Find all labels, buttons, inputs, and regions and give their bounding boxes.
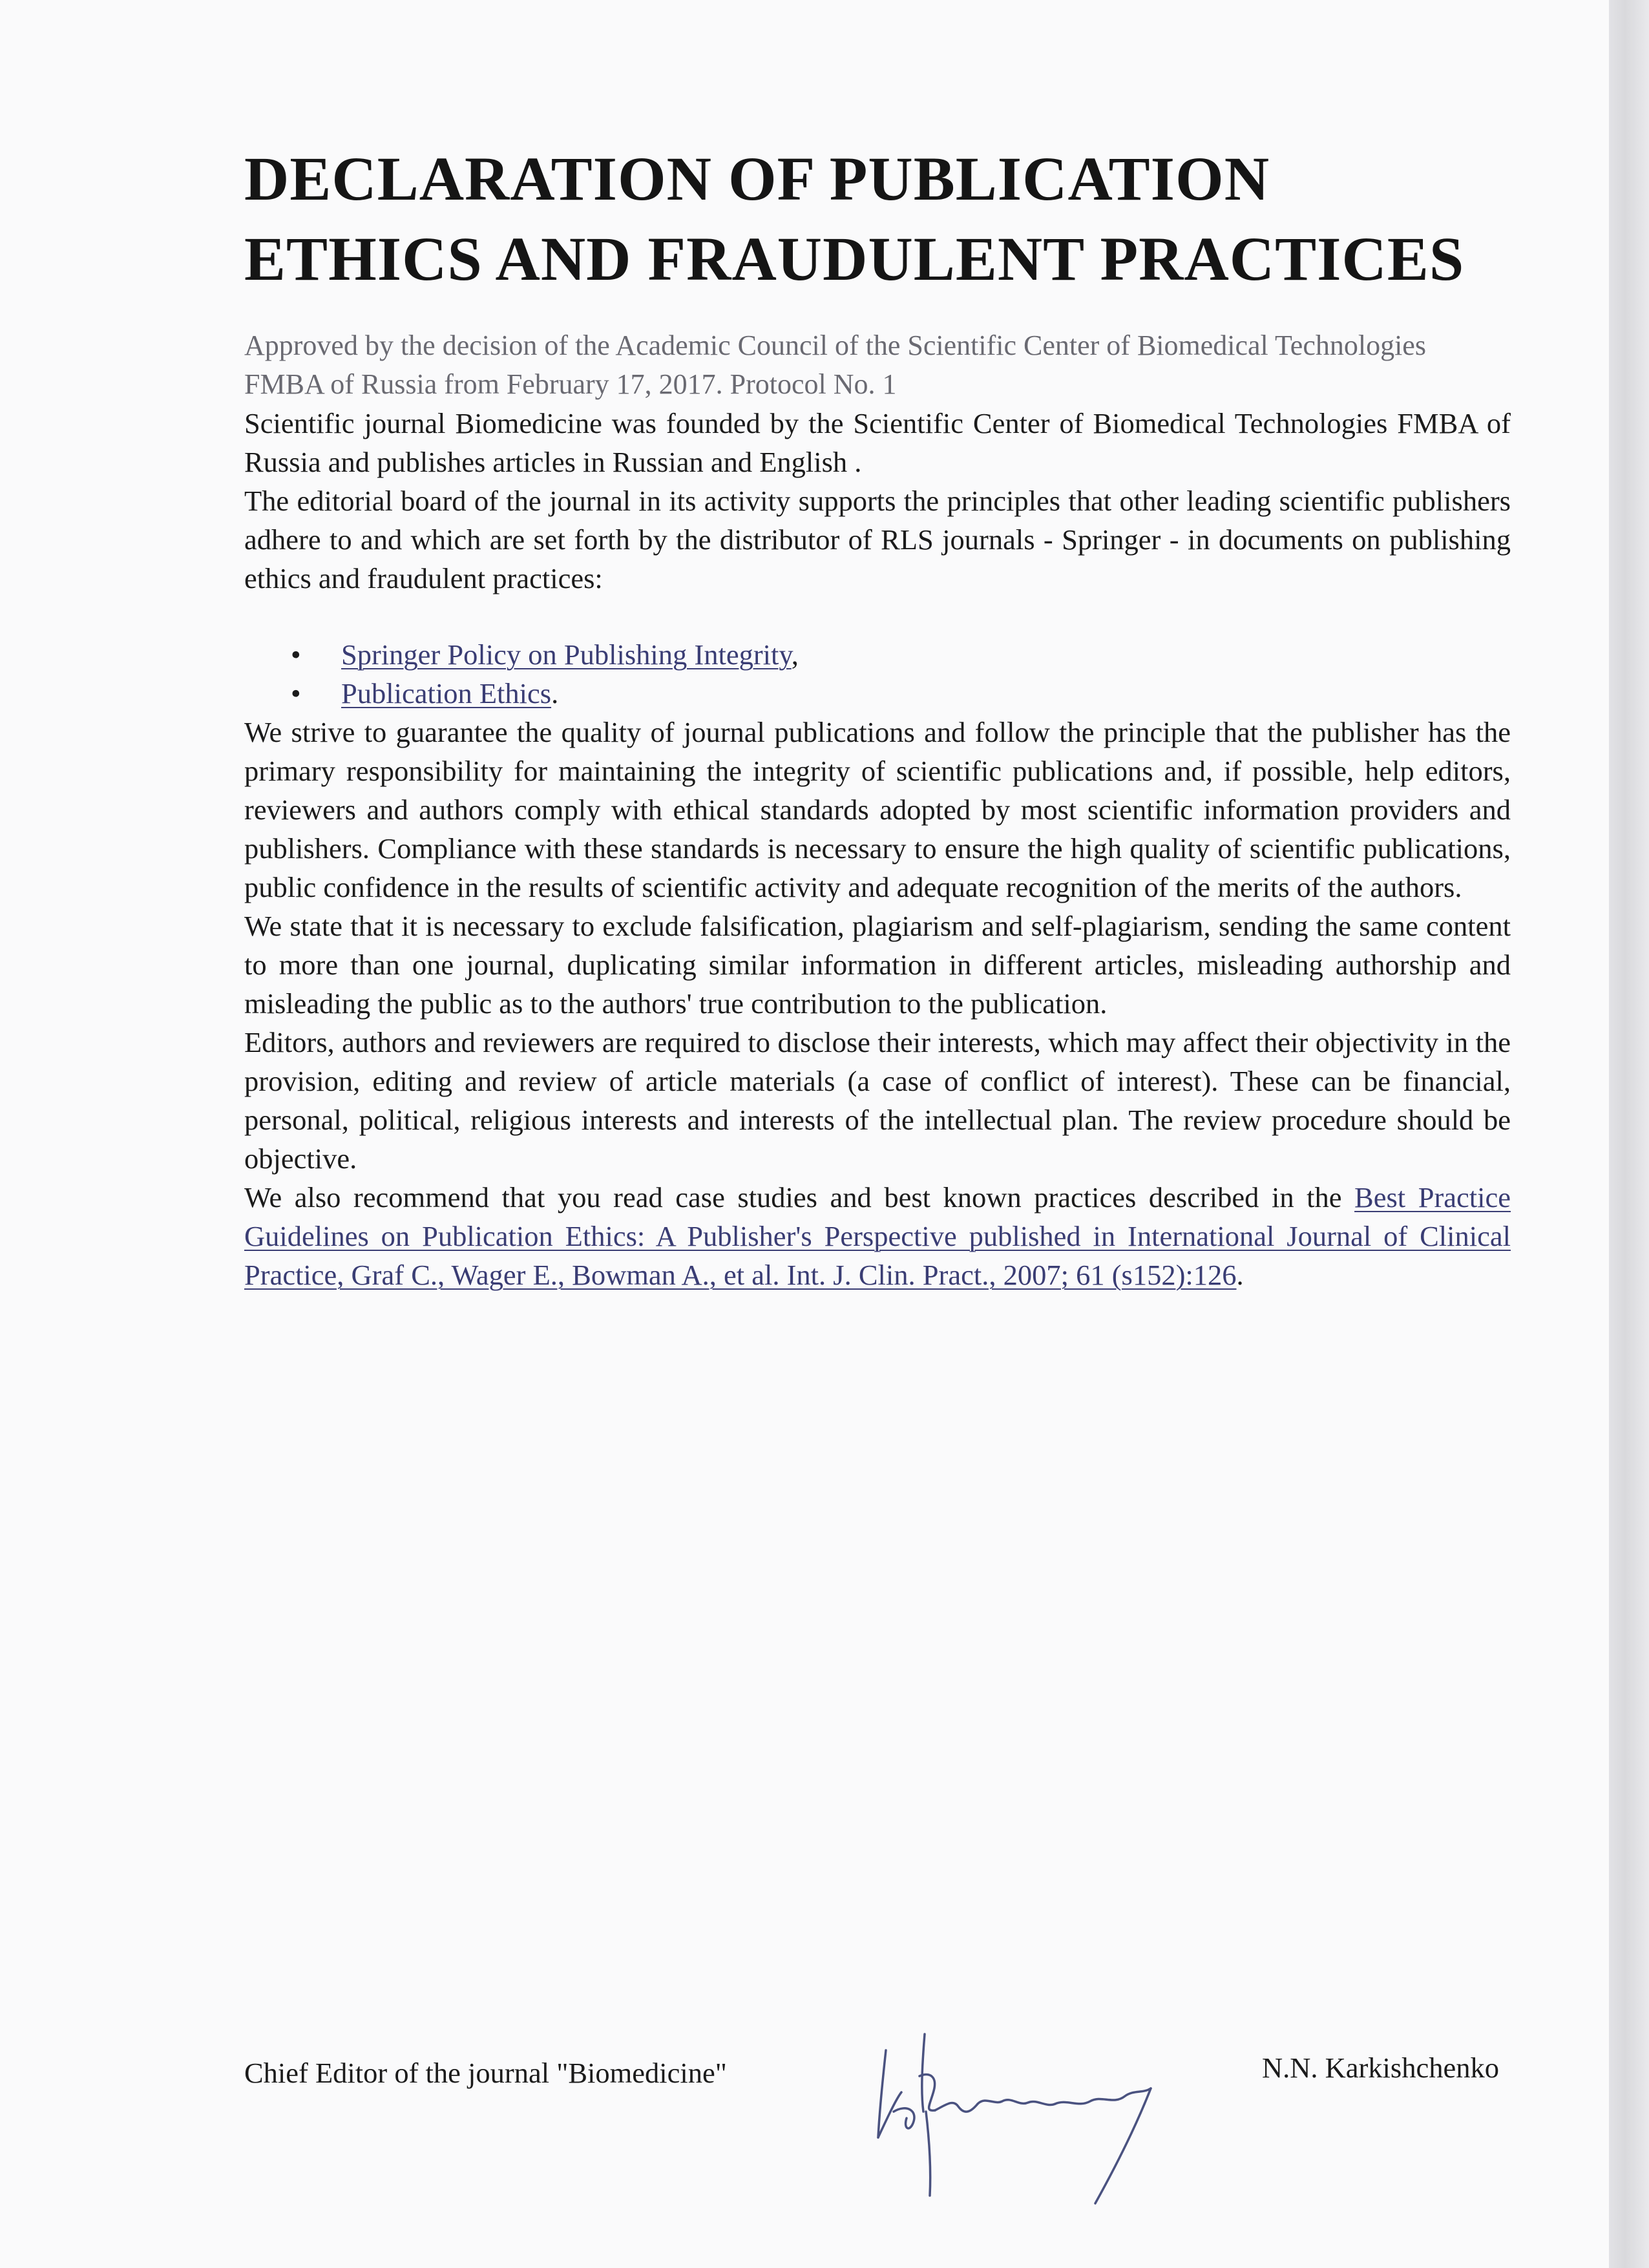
bullet-icon: • — [291, 638, 301, 671]
paragraph-conflict-of-interest: Editors, authors and reviewers are required to disclose their interests, which may affect their objectivity in the provision, editing and review of article materials (a case of conflict of interest). These can be financial, personal, political, religious interests and interests of the intellectual plan. The review procedure should be objective. — [244, 1026, 1511, 1175]
approval-note: Approved by the decision of the Academic Council of the Scientific Center of Biomedical Technologies FMBA of Russia from February 17, 2017. Protocol No. 1 — [244, 330, 1426, 400]
handwritten-signature — [868, 2015, 1204, 2209]
list-item-punctuation: , — [791, 638, 799, 671]
list-item-punctuation: . — [551, 677, 559, 709]
paragraph-quality: We strive to guarantee the quality of journal publications and follow the principle that the publisher has the primary responsibility for maintaining the integrity of scientific publications and, if possible, help editors, reviewers and authors comply with ethical standards adopted by most scientific information providers and publishers. Compliance with these standards is necessary to ensure the high quality of scientific publications, public confidence in the results of scientific activity and adequate recognition of the merits of the authors. — [244, 716, 1511, 903]
paragraph-founding: Scientific journal Biomedicine was founded by the Scientific Center of Biomedical Technologies FMBA of Russia and publishes articles in Russian and English . — [244, 407, 1511, 478]
recommendation-intro: We also recommend that you read case studies and best known practices described in the — [244, 1181, 1342, 1213]
ethics-links-list — [244, 635, 1511, 713]
scan-edge-shadow — [1609, 0, 1649, 2268]
signature-block — [244, 2053, 1511, 2215]
signature-label: Chief Editor of the journal "Biomedicine" — [244, 2057, 727, 2089]
paragraph-falsification: We state that it is necessary to exclude falsification, plagiarism and self-plagiarism, sending the same content to more than one journal, duplicating similar information in different articles, misleading authorship and misleading the public as to the authors' true contribution to the publication. — [244, 910, 1511, 1020]
list-item — [244, 674, 1511, 713]
list-item — [244, 635, 1511, 674]
document-title — [244, 139, 1511, 299]
link-publication-ethics[interactable]: Publication Ethics — [341, 677, 552, 709]
document-content — [244, 139, 1511, 1294]
recommendation-end: . — [1236, 1259, 1244, 1291]
paragraph-editorial-board: The editorial board of the journal in its activity supports the principles that other leading scientific publishers adhere to and which are set forth by the distributor of RLS journals - Springer - in documents on publishing ethics and fraudulent practices: — [244, 485, 1511, 594]
link-springer-policy[interactable]: Springer Policy on Publishing Integrity — [341, 638, 792, 671]
paragraph-recommendation — [244, 1178, 1511, 1294]
bullet-icon: • — [291, 677, 301, 709]
signatory-name: N.N. Karkishchenko — [1261, 2052, 1499, 2084]
link-best-practice-guidelines[interactable]: Best Practice Guidelines on Publication Ethics: A Publisher's Perspective published in International Journal of Clinical Practice, Graf C., Wager E., Bowman A., et al. Int. J. Clin. Pract., 2007; 61 (s152):126 — [244, 1181, 1511, 1291]
title-line-1: DECLARATION OF PUBLICATION — [244, 144, 1270, 213]
title-line-2: ETHICS AND FRAUDULENT PRACTICES — [244, 224, 1465, 293]
